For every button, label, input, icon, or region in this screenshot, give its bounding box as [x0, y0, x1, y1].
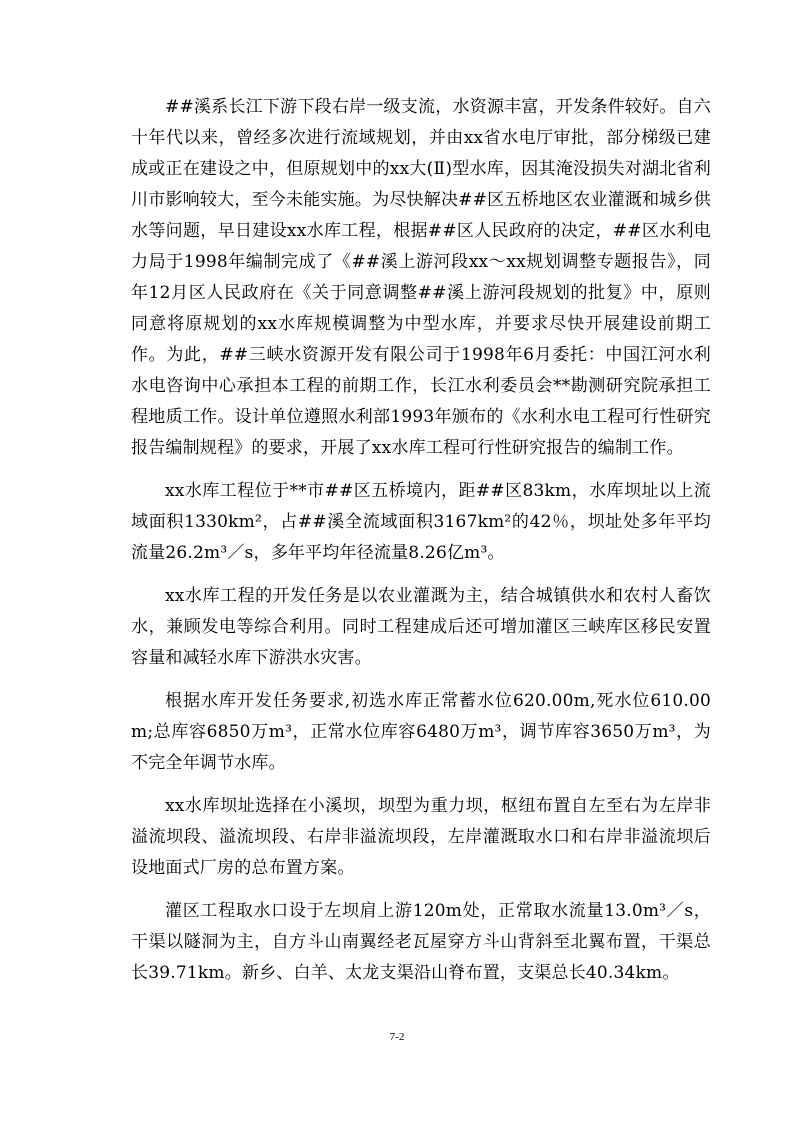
paragraph-development-tasks: xx水库工程的开发任务是以农业灌溉为主，结合城镇供水和农村人畜饮水，兼顾发电等综合利用。同时工程建成后还可增加灌区三峡库区移民安置容量和减轻水库下游洪水灾害。	[131, 586, 711, 668]
paragraph-location: xx水库工程位于**市##区五桥境内，距##区83km，水库坝址以上流域面积1330km²，占##溪全流域面积3167km²的42％，坝址处多年平均流量26.2m³／s，多年平均年径流量8.26亿m³。	[131, 481, 711, 563]
document-body	[131, 92, 711, 1001]
paragraph-reservoir-levels: 根据水库开发任务要求,初选水库正常蓄水位620.00m,死水位610.00m;总库容6850万m³，正常水位库容6480万m³，调节库容3650万m³，为不完全年调节水库。	[131, 691, 711, 773]
page-number: 7-2	[389, 1031, 405, 1043]
paragraph-irrigation: 灌区工程取水口设于左坝肩上游120m处，正常取水流量13.0m³／s，干渠以隧洞为主，自方斗山南翼经老瓦屋穿方斗山背斜至北翼布置，干渠总长39.71km。新乡、白羊、太龙支渠沿山脊布置，支渠总长40.34km。	[131, 901, 711, 983]
paragraph-dam-layout: xx水库坝址选择在小溪坝，坝型为重力坝，枢纽布置自左至右为左岸非溢流坝段、溢流坝段、右岸非溢流坝段，左岸灌溉取水口和右岸非溢流坝后设地面式厂房的总布置方案。	[131, 796, 711, 878]
paragraph-overview: ##溪系长江下游下段右岸一级支流，水资源丰富，开发条件较好。自六十年代以来，曾经多次进行流域规划，并由xx省水电厅审批，部分梯级已建成或正在建设之中，但原规划中的xx大(Ⅱ)型水库，因其淹没损失对湖北省利川市影响较大，至今未能实施。为尽快解决##区五桥地区农业灌溉和城乡供水等问题，早日建设xx水库工程，根据##区人民政府的决定，##区水利电力局于1998年编制完成了《##溪上游河段xx～xx规划调整专题报告》，同年12月区人民政府在《关于同意调整##溪上游河段规划的批复》中，原则同意将原规划的xx水库规模调整为中型水库，并要求尽快开展建设前期工作。为此，##三峡水资源开发有限公司于1998年6月委托：中国江河水利水电咨询中心承担本工程的前期工作，长江水利委员会**勘测研究院承担工程地质工作。设计单位遵照水利部1993年颁布的《水利水电工程可行性研究报告编制规程》的要求，开展了xx水库工程可行性研究报告的编制工作。	[131, 97, 711, 458]
